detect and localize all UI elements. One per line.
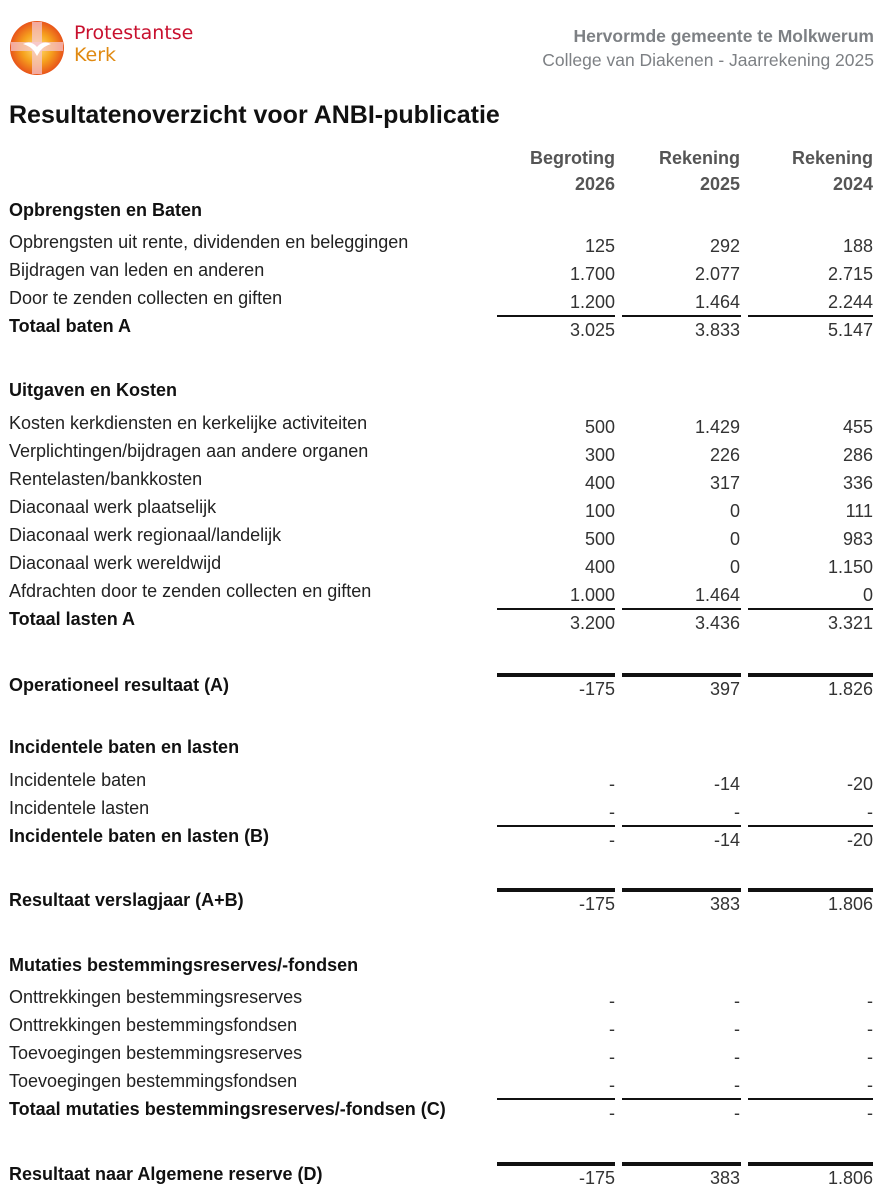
table-row <box>0 581 886 609</box>
cell-rekening-2024: - <box>867 1075 873 1095</box>
cell-rekening-2025: 3.833 <box>694 320 740 340</box>
table-row <box>0 497 886 525</box>
total-row <box>0 826 886 854</box>
cell-rekening-2025: 1.464 <box>694 585 740 605</box>
table-row <box>0 553 886 581</box>
result-row <box>0 1164 886 1192</box>
cell-rekening-2024: 2.715 <box>827 264 873 284</box>
column-header-rekening-2025 <box>622 145 740 197</box>
row-label-door-te-zenden-collecten-en-giften: Door te zenden collecten en giften <box>9 288 283 308</box>
section-heading <box>0 380 886 408</box>
cell-begroting-2026: 400 <box>584 557 615 577</box>
logo-wordmark <box>74 22 193 66</box>
cell-rekening-2024: - <box>867 1047 873 1067</box>
cell-rekening-2025: -14 <box>713 774 740 794</box>
row-label-totaal-mutaties-bestemmingsreserves-fondsen-c: Totaal mutaties bestemmingsreserves/-fondsen (C) <box>9 1099 446 1119</box>
cell-rekening-2025: - <box>734 1047 740 1067</box>
row-label-incidentele-baten-en-lasten-b: Incidentele baten en lasten (B) <box>9 826 270 846</box>
row-label-resultaat-naar-algemene-reserve-d: Resultaat naar Algemene reserve (D) <box>9 1164 323 1184</box>
cell-rekening-2025: 317 <box>709 473 740 493</box>
cell-begroting-2026: 3.200 <box>569 613 615 633</box>
row-label-mutaties-bestemmingsreserves-fondsen: Mutaties bestemmingsreserves/-fondsen <box>9 955 359 975</box>
document-subtitle: College van Diakenen - Jaarrekening 2025 <box>542 50 874 70</box>
table-row <box>0 469 886 497</box>
cell-rekening-2025: 1.429 <box>694 417 740 437</box>
cell-rekening-2025: 3.436 <box>694 613 740 633</box>
cell-rekening-2024: 455 <box>842 417 873 437</box>
cell-rekening-2024: 286 <box>842 445 873 465</box>
subtotal-rule-divider <box>748 608 873 610</box>
cell-rekening-2025: 2.077 <box>694 264 740 284</box>
cell-rekening-2025: 383 <box>709 1168 740 1188</box>
cell-rekening-2025: 383 <box>709 894 740 914</box>
table-row <box>0 1015 886 1043</box>
double-rule-divider <box>748 673 873 677</box>
table-row <box>0 798 886 826</box>
document-header <box>542 24 874 72</box>
subtotal-rule-divider <box>622 1098 741 1100</box>
column-header-line: Rekening <box>791 148 873 168</box>
cell-rekening-2024: 1.806 <box>827 894 873 914</box>
double-rule-divider <box>748 1162 873 1166</box>
row-label-totaal-lasten-a: Totaal lasten A <box>9 609 136 629</box>
protestantse-kerk-logo-icon <box>9 20 65 76</box>
double-rule-divider <box>497 888 615 892</box>
row-label-toevoegingen-bestemmingsreserves: Toevoegingen bestemmingsreserves <box>9 1043 303 1063</box>
table-row <box>0 1043 886 1071</box>
cell-rekening-2025: 0 <box>729 501 740 521</box>
table-row <box>0 525 886 553</box>
cell-begroting-2026: - <box>609 991 615 1011</box>
column-header-begroting-2026 <box>497 145 615 197</box>
result-row <box>0 675 886 703</box>
cell-begroting-2026: 500 <box>584 417 615 437</box>
cell-rekening-2025: 397 <box>709 679 740 699</box>
cell-rekening-2025: 1.464 <box>694 292 740 312</box>
subtotal-rule-divider <box>622 825 741 827</box>
table-row <box>0 288 886 316</box>
double-rule-divider <box>748 888 873 892</box>
row-label-diaconaal-werk-wereldwijd: Diaconaal werk wereldwijd <box>9 553 222 573</box>
subtotal-rule-divider <box>497 1098 615 1100</box>
column-header-line: Begroting <box>530 148 615 168</box>
row-label-diaconaal-werk-regionaal-landelijk: Diaconaal werk regionaal/landelijk <box>9 525 282 545</box>
row-label-onttrekkingen-bestemmingsfondsen: Onttrekkingen bestemmingsfondsen <box>9 1015 298 1035</box>
cell-rekening-2025: - <box>734 1075 740 1095</box>
result-row <box>0 890 886 918</box>
row-label-opbrengsten-uit-rente-dividenden-en-beleggingen: Opbrengsten uit rente, dividenden en beleggingen <box>9 232 409 252</box>
cell-begroting-2026: - <box>609 774 615 794</box>
logo-line-2: Kerk <box>74 44 117 66</box>
cell-begroting-2026: 1.000 <box>569 585 615 605</box>
column-header-rekening-2024 <box>755 145 873 197</box>
row-label-bijdragen-van-leden-en-anderen: Bijdragen van leden en anderen <box>9 260 265 280</box>
cell-begroting-2026: 1.700 <box>569 264 615 284</box>
table-row <box>0 441 886 469</box>
column-header-line: Rekening <box>658 148 740 168</box>
cell-begroting-2026: - <box>609 1103 615 1123</box>
row-label-opbrengsten-en-baten: Opbrengsten en Baten <box>9 200 203 220</box>
cell-rekening-2024: 983 <box>842 529 873 549</box>
cell-rekening-2024: 1.150 <box>827 557 873 577</box>
cell-rekening-2024: -20 <box>846 830 873 850</box>
cell-begroting-2026: -175 <box>578 679 615 699</box>
row-label-operationeel-resultaat-a: Operationeel resultaat (A) <box>9 675 230 695</box>
double-rule-divider <box>622 888 741 892</box>
row-label-incidentele-baten-en-lasten: Incidentele baten en lasten <box>9 737 240 757</box>
subtotal-rule-divider <box>748 1098 873 1100</box>
cell-rekening-2024: 1.806 <box>827 1168 873 1188</box>
double-rule-divider <box>497 673 615 677</box>
cell-rekening-2024: - <box>867 802 873 822</box>
section-heading <box>0 737 886 765</box>
cell-rekening-2024: 5.147 <box>827 320 873 340</box>
section-heading <box>0 200 886 228</box>
cell-rekening-2025: - <box>734 991 740 1011</box>
cell-begroting-2026: -175 <box>578 1168 615 1188</box>
row-label-toevoegingen-bestemmingsfondsen: Toevoegingen bestemmingsfondsen <box>9 1071 298 1091</box>
double-rule-divider <box>497 1162 615 1166</box>
cell-rekening-2025: -14 <box>713 830 740 850</box>
cell-begroting-2026: 500 <box>584 529 615 549</box>
table-row <box>0 1071 886 1099</box>
table-row <box>0 413 886 441</box>
column-header-year: 2026 <box>574 174 615 194</box>
total-row <box>0 316 886 344</box>
cell-rekening-2024: - <box>867 1103 873 1123</box>
cell-rekening-2024: 3.321 <box>827 613 873 633</box>
cell-begroting-2026: -175 <box>578 894 615 914</box>
table-row <box>0 770 886 798</box>
row-label-resultaat-verslagjaar-a-b: Resultaat verslagjaar (A+B) <box>9 890 244 910</box>
cell-begroting-2026: 300 <box>584 445 615 465</box>
row-label-uitgaven-en-kosten: Uitgaven en Kosten <box>9 380 178 400</box>
subtotal-rule-divider <box>622 315 741 317</box>
row-label-kosten-kerkdiensten-en-kerkelijke-activiteiten: Kosten kerkdiensten en kerkelijke activiteiten <box>9 413 368 433</box>
row-label-rentelasten-bankkosten: Rentelasten/bankkosten <box>9 469 203 489</box>
logo-line-1: Protestantse <box>74 22 194 44</box>
cell-rekening-2024: - <box>867 1019 873 1039</box>
section-heading <box>0 955 886 983</box>
subtotal-rule-divider <box>748 825 873 827</box>
cell-begroting-2026: - <box>609 1047 615 1067</box>
subtotal-rule-divider <box>497 825 615 827</box>
subtotal-rule-divider <box>497 608 615 610</box>
cell-rekening-2024: 111 <box>845 501 873 521</box>
column-header-year: 2024 <box>832 174 873 194</box>
cell-begroting-2026: 125 <box>584 236 615 256</box>
total-row <box>0 609 886 637</box>
row-label-diaconaal-werk-plaatselijk: Diaconaal werk plaatselijk <box>9 497 217 517</box>
cell-rekening-2024: 0 <box>862 585 873 605</box>
cell-rekening-2025: - <box>734 1019 740 1039</box>
cell-rekening-2024: 2.244 <box>827 292 873 312</box>
cell-rekening-2024: 188 <box>842 236 873 256</box>
cell-rekening-2024: -20 <box>846 774 873 794</box>
cell-begroting-2026: - <box>609 1075 615 1095</box>
row-label-onttrekkingen-bestemmingsreserves: Onttrekkingen bestemmingsreserves <box>9 987 303 1007</box>
total-row <box>0 1099 886 1127</box>
cell-rekening-2025: - <box>734 802 740 822</box>
row-label-totaal-baten-a: Totaal baten A <box>9 316 132 336</box>
cell-begroting-2026: - <box>609 830 615 850</box>
cell-begroting-2026: 400 <box>584 473 615 493</box>
cell-rekening-2025: 0 <box>729 557 740 577</box>
double-rule-divider <box>622 673 741 677</box>
cell-rekening-2025: 292 <box>709 236 740 256</box>
cell-rekening-2025: - <box>734 1103 740 1123</box>
subtotal-rule-divider <box>622 608 741 610</box>
row-label-afdrachten-door-te-zenden-collecten-en-giften: Afdrachten door te zenden collecten en giften <box>9 581 372 601</box>
cell-rekening-2025: 0 <box>729 529 740 549</box>
row-label-verplichtingen-bijdragen-aan-andere-organen: Verplichtingen/bijdragen aan andere organen <box>9 441 369 461</box>
table-row <box>0 260 886 288</box>
double-rule-divider <box>622 1162 741 1166</box>
table-row <box>0 987 886 1015</box>
cell-begroting-2026: - <box>609 802 615 822</box>
cell-begroting-2026: 100 <box>584 501 615 521</box>
page-title: Resultatenoverzicht voor ANBI-publicatie <box>9 101 500 129</box>
organization-name: Hervormde gemeente te Molkwerum <box>573 26 874 46</box>
subtotal-rule-divider <box>497 315 615 317</box>
cell-rekening-2024: - <box>867 991 873 1011</box>
row-label-incidentele-lasten: Incidentele lasten <box>9 798 150 818</box>
cell-rekening-2024: 1.826 <box>827 679 873 699</box>
cell-rekening-2024: 336 <box>842 473 873 493</box>
row-label-incidentele-baten: Incidentele baten <box>9 770 147 790</box>
cell-begroting-2026: - <box>609 1019 615 1039</box>
column-header-year: 2025 <box>699 174 740 194</box>
subtotal-rule-divider <box>748 315 873 317</box>
cell-begroting-2026: 3.025 <box>569 320 615 340</box>
cell-rekening-2025: 226 <box>709 445 740 465</box>
cell-begroting-2026: 1.200 <box>569 292 615 312</box>
table-row <box>0 232 886 260</box>
